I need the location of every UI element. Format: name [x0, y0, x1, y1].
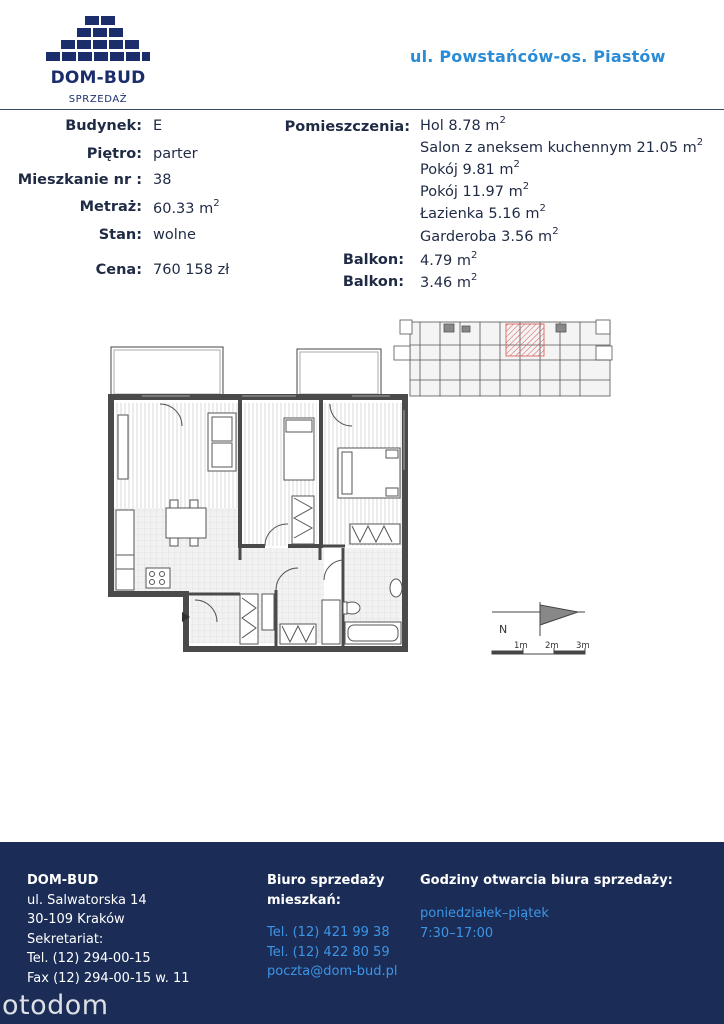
apartment-label: Mieszkanie nr :	[17, 172, 142, 188]
floor-value: parter	[153, 146, 198, 162]
status-value: wolne	[153, 227, 196, 243]
unit-exponent: 2	[539, 203, 546, 214]
price-value: 760 158 zł	[153, 262, 230, 278]
balconies	[111, 347, 381, 395]
sales-phone-2-link[interactable]: Tel. (12) 422 80 59	[267, 944, 390, 960]
room-text: Hol 8.78 m	[420, 117, 500, 134]
footer-tel: Tel. (12) 294-00-15	[27, 951, 151, 966]
unit-exponent: 2	[213, 198, 220, 209]
area-number: 60.33 m	[153, 200, 214, 217]
price-label: Cena:	[95, 262, 142, 278]
balcony-area: 4.79 m	[420, 252, 472, 269]
floor-label: Piętro:	[86, 146, 142, 162]
room-text: Garderoba 3.56 m	[420, 228, 553, 245]
scale-label: 2m	[545, 641, 559, 651]
unit-exponent: 2	[513, 159, 520, 170]
compass-label: N	[499, 623, 508, 636]
hours-days: poniedziałek–piątek	[420, 906, 549, 921]
room-item	[420, 204, 546, 222]
sales-title-2: mieszkań:	[267, 892, 341, 908]
balcony-area: 3.46 m	[420, 274, 472, 291]
balcony-value	[420, 273, 477, 291]
scale-label: 3m	[576, 641, 590, 651]
logo-subtitle: SPRZEDAŻ	[68, 94, 128, 105]
sales-email-link[interactable]: poczta@dom-bud.pl	[267, 964, 398, 979]
area-value	[153, 199, 220, 217]
room-item	[420, 160, 520, 178]
rooms-label: Pomieszczenia:	[284, 119, 410, 135]
footer-company: DOM-BUD	[27, 873, 99, 888]
building-label: Budynek:	[65, 118, 142, 134]
room-item	[420, 116, 506, 134]
footer-secretariat: Sekretariat:	[27, 931, 104, 947]
scale-label: 1m	[514, 641, 528, 651]
unit-exponent: 2	[471, 250, 478, 261]
unit-exponent: 2	[499, 115, 506, 126]
scale-bar	[492, 648, 585, 654]
balcony-value	[420, 251, 477, 269]
sales-title: Biuro sprzedaży	[267, 873, 385, 888]
hours-time: 7:30–17:00	[420, 925, 494, 941]
investment-address: ul. Powstańców-os. Piastów	[410, 47, 666, 66]
otodom-watermark: otodom	[2, 990, 109, 1021]
unit-exponent: 2	[471, 272, 478, 283]
hours-title: Godziny otwarcia biura sprzedaży:	[420, 873, 673, 888]
header-divider	[0, 109, 724, 110]
room-text: Pokój 9.81 m	[420, 161, 514, 178]
room-text: Łazienka 5.16 m	[420, 205, 540, 222]
floor-plan[interactable]	[0, 310, 724, 670]
building-key-plan	[394, 320, 612, 396]
footer-city: 30-109 Kraków	[27, 912, 125, 927]
brick-logo-icon	[44, 14, 152, 68]
unit-exponent: 2	[552, 226, 559, 237]
footer-fax: Fax (12) 294-00-15 w. 11	[27, 970, 190, 986]
company-logo[interactable]	[40, 14, 156, 105]
unit-exponent: 2	[696, 137, 704, 148]
footer	[0, 842, 724, 1024]
status-label: Stan:	[98, 227, 142, 243]
room-text: Salon z aneksem kuchennym 21.05 m	[420, 139, 697, 156]
footer-street: ul. Salwatorska 14	[27, 892, 147, 908]
room-text: Pokój 11.97 m	[420, 183, 523, 200]
area-label: Metraż:	[79, 199, 142, 215]
sales-phone-1-link[interactable]: Tel. (12) 421 99 38	[267, 925, 390, 940]
room-item	[420, 138, 703, 156]
apartment-value: 38	[153, 172, 172, 188]
unit-exponent: 2	[522, 181, 530, 192]
building-value: E	[153, 118, 163, 134]
logo-text: DOM-BUD	[50, 68, 146, 88]
balcony-label: Balkon:	[342, 274, 404, 290]
room-item	[420, 227, 559, 245]
balcony-label: Balkon:	[342, 252, 404, 268]
room-item	[420, 182, 529, 200]
